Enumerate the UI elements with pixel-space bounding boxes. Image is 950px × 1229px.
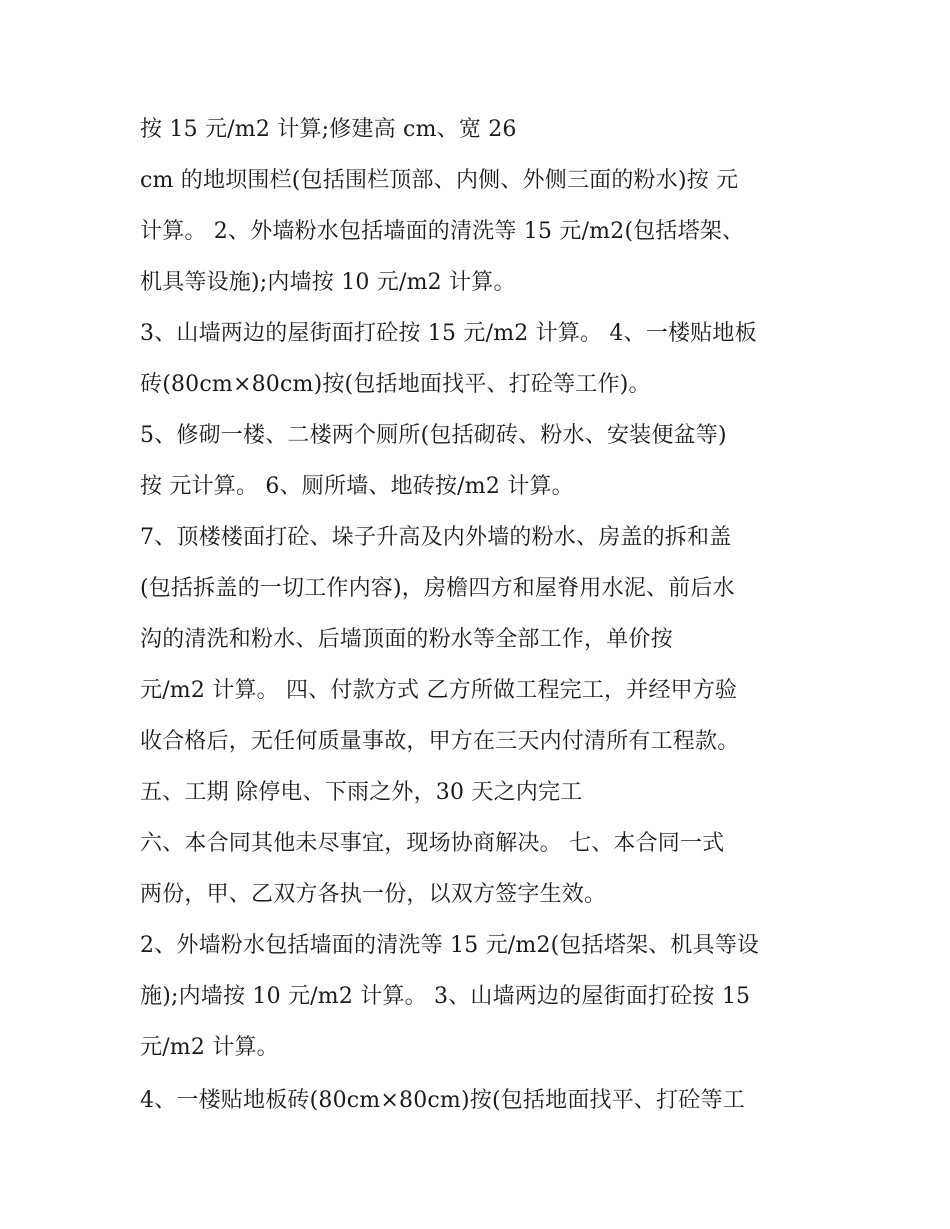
text-line: 7、顶楼楼面打砼、垛子升高及内外墙的粉水、房盖的拆和盖 bbox=[140, 525, 732, 550]
text-line: 收合格后，无任何质量事故，甲方在三天内付清所有工程款。 bbox=[140, 729, 740, 754]
text-line: 沟的清洗和粉水、后墙顶面的粉水等全部工作，单价按 bbox=[140, 627, 673, 652]
text-line: 元/m2 计算。 bbox=[140, 1035, 279, 1060]
text-line: 5、修砌一楼、二楼两个厕所(包括砌砖、粉水、安装便盆等) bbox=[140, 423, 727, 448]
text-line: 机具等设施);内墙按 10 元/m2 计算。 bbox=[140, 270, 516, 295]
text-line: 计算。 2、外墙粉水包括墙面的清洗等 15 元/m2(包括塔架、 bbox=[140, 219, 745, 244]
text-line: 3、山墙两边的屋街面打砼按 15 元/m2 计算。 4、一楼贴地板 bbox=[140, 321, 757, 346]
text-line: 五、工期 除停电、下雨之外，30 天之内完工 bbox=[140, 780, 583, 805]
text-line: 4、一楼贴地板砖(80cm×80cm)按(包括地面找平、打砼等工 bbox=[140, 1088, 745, 1113]
text-line: 两份，甲、乙双方各执一份，以双方签字生效。 bbox=[140, 882, 607, 907]
text-line: cm 的地坝围栏(包括围栏顶部、内侧、外侧三面的粉水)按 元 bbox=[140, 168, 739, 193]
text-line: 砖(80cm×80cm)按(包括地面找平、打砼等工作)。 bbox=[140, 372, 651, 397]
text-line: 按 15 元/m2 计算;修建高 cm、宽 26 bbox=[140, 117, 517, 142]
document-body bbox=[140, 104, 820, 1126]
text-line: 施);内墙按 10 元/m2 计算。 3、山墙两边的屋街面打砼按 15 bbox=[140, 984, 751, 1009]
text-line: (包括拆盖的一切工作内容)，房檐四方和屋脊用水泥、前后水 bbox=[140, 576, 735, 601]
text-line: 按 元计算。 6、厕所墙、地砖按/m2 计算。 bbox=[140, 474, 574, 499]
text-line: 元/m2 计算。 四、付款方式 乙方所做工程完工，并经甲方验 bbox=[140, 678, 738, 703]
text-line: 2、外墙粉水包括墙面的清洗等 15 元/m2(包括塔架、机具等设 bbox=[140, 933, 760, 958]
text-line: 六、本合同其他未尽事宜，现场协商解决。 七、本合同一式 bbox=[140, 831, 725, 856]
